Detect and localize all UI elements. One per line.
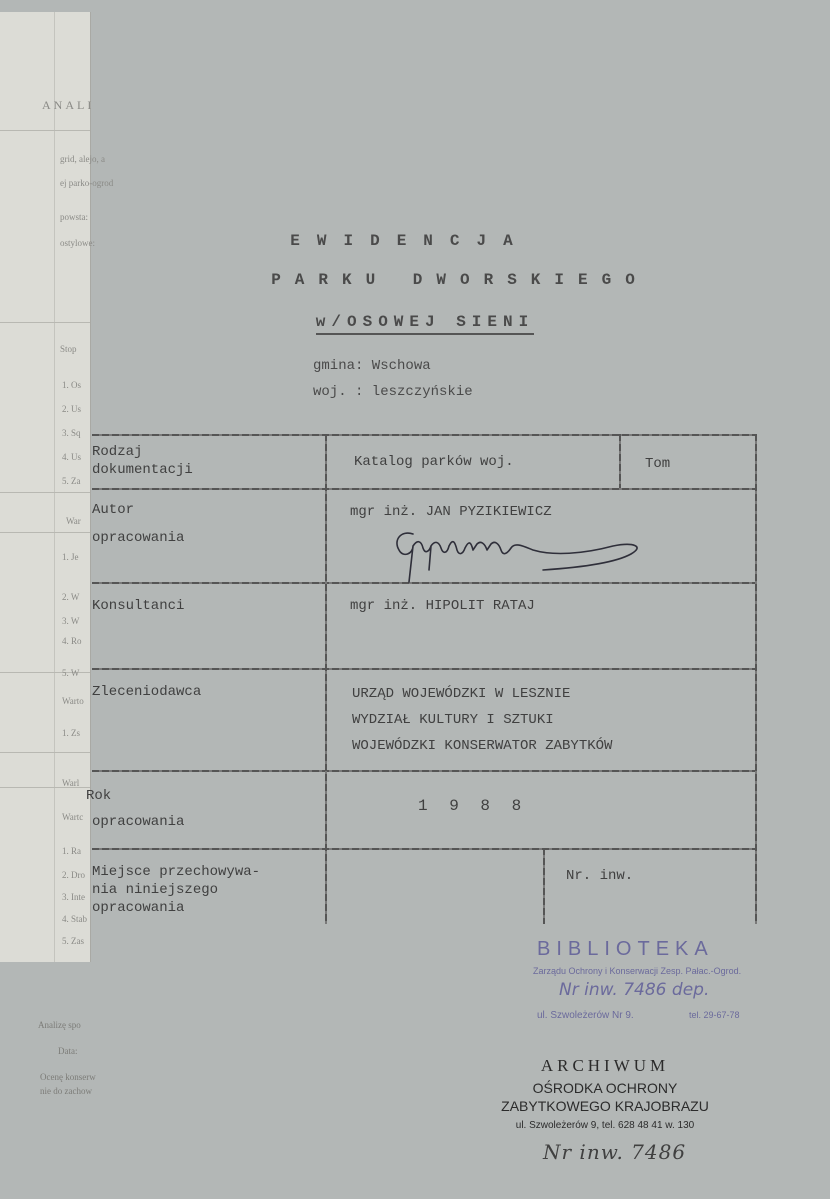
location-title: w/OSOWEJ SIENI bbox=[316, 313, 534, 335]
stamp-phone: tel. 29-67-78 bbox=[689, 1010, 740, 1020]
gmina-label: gmina: Wschowa bbox=[313, 358, 431, 374]
title-line-1: EWIDENCJA bbox=[290, 232, 530, 250]
handwritten-inventory-number: Nr inw. 7486 bbox=[543, 1140, 687, 1164]
row-consultants-value: mgr inż. HIPOLIT RATAJ bbox=[350, 598, 535, 614]
archive-org-2: ZABYTKOWEGO KRAJOBRAZU bbox=[501, 1098, 709, 1114]
row-doc-type-label-2: dokumentacji bbox=[92, 462, 193, 478]
document-page: ANALI grid, alejo, a ej parko-ogrod powsta: ostylowe: Stop 1. Os 2. Us 3. Sq 4. Us 5. Za War 1. Je 2. W 3. W 4. Ro 5. W Warto 1. Zs Warl Wartc 1. Ra 2. Dro 3. Inte 4. Stab 5. Zas Analizę spo Data: Ocenę konserw nie do zachow EWIDENCJA PARKU DWORSKIEGO w/OSOWEJ SIENI gmina: Wschowa woj. : leszczyńskie Rodzaj dokumentacji Katalog parków woj. Tom Autor opracowania mgr inż. JAN PYZIKIEWICZ Konsultanci mgr inż. HIPOLIT RATAJ Zleceniodawca URZĄD WOJEWÓDZKI W LESZNIE WYDZIAŁ KULTURY I SZTUKI WOJEWÓDZKI KONSERWATOR ZABYTKÓW Rok opracowania 1 9 8 8 Miejsce przechowywa- nia niniejszego opracowania Nr. inw. BIBLIOTEKA Zarządu Ochrony i Konserwacji Zesp. Pałac.-Ogrod. Nr inw. 7486 dep. ul. Szwoleżerów Nr 9. tel. 29-67-78 ARCHIWUM OŚRODKA OCHRONY ZABYTKOWEGO KRAJOBRAZU ul. Szwoleżerów 9, tel. 628 48 41 w. 130 Nr inw. 7486 bbox=[0, 0, 830, 1199]
archive-stamp bbox=[495, 1056, 715, 1131]
row-author-label-2: opracowania bbox=[92, 530, 185, 546]
archive-address: ul. Szwoleżerów 9, tel. 628 48 41 w. 130 bbox=[515, 1120, 695, 1131]
stamp-title: BIBLIOTEKA bbox=[537, 938, 714, 960]
row-client-label: Zleceniodawca bbox=[92, 684, 202, 700]
row-storage-label-3: opracowania bbox=[92, 900, 185, 916]
row-doc-type-value: Katalog parków woj. bbox=[354, 454, 514, 470]
row-storage-label-1: Miejsce przechowywa- bbox=[92, 864, 261, 880]
row-author-value: mgr inż. JAN PYZIKIEWICZ bbox=[350, 504, 552, 520]
row-storage-value: Nr. inw. bbox=[566, 868, 634, 884]
stamp-org: Zarządu Ochrony i Konserwacji Zesp. Pałac.-Ogrod. bbox=[533, 966, 742, 976]
author-signature bbox=[383, 510, 653, 590]
row-year-value: 1 9 8 8 bbox=[418, 797, 528, 815]
row-storage-label-2: nia niniejszego bbox=[92, 882, 219, 898]
title-line-3 bbox=[10, 313, 830, 331]
row-year-label-2: opracowania bbox=[92, 814, 185, 830]
underlying-page-edge: ANALI grid, alejo, a ej parko-ogrod powsta: ostylowe: Stop 1. Os 2. Us 3. Sq 4. Us 5. Za War 1. Je 2. W 3. W 4. Ro 5. W Warto 1. Zs Warl Wartc 1. Ra 2. Dro 3. Inte 4. Stab 5. Zas bbox=[0, 12, 91, 962]
row-client-value-3: WOJEWÓDZKI KONSERWATOR ZABYTKÓW bbox=[352, 738, 613, 754]
record-table bbox=[86, 434, 757, 924]
stamp-inventory: Nr inw. 7486 dep. bbox=[559, 980, 710, 1000]
archive-title: ARCHIWUM bbox=[540, 1056, 670, 1075]
archive-org-1: OŚRODKA OCHRONY bbox=[532, 1080, 678, 1096]
library-stamp bbox=[533, 938, 758, 1028]
row-doc-type-tom: Tom bbox=[645, 456, 671, 472]
row-doc-type-label-1: Rodzaj bbox=[92, 444, 143, 460]
title-line-2: PARKU DWORSKIEGO bbox=[271, 271, 649, 289]
row-consultants-label: Konsultanci bbox=[92, 598, 185, 614]
row-client-value-2: WYDZIAŁ KULTURY I SZTUKI bbox=[352, 712, 554, 728]
stamp-address: ul. Szwoleżerów Nr 9. bbox=[537, 1010, 634, 1021]
woj-label: woj. : leszczyńskie bbox=[313, 384, 473, 400]
row-author-label-1: Autor bbox=[92, 502, 135, 518]
row-client-value-1: URZĄD WOJEWÓDZKI W LESZNIE bbox=[352, 686, 571, 702]
row-year-label-1: Rok bbox=[86, 788, 112, 804]
